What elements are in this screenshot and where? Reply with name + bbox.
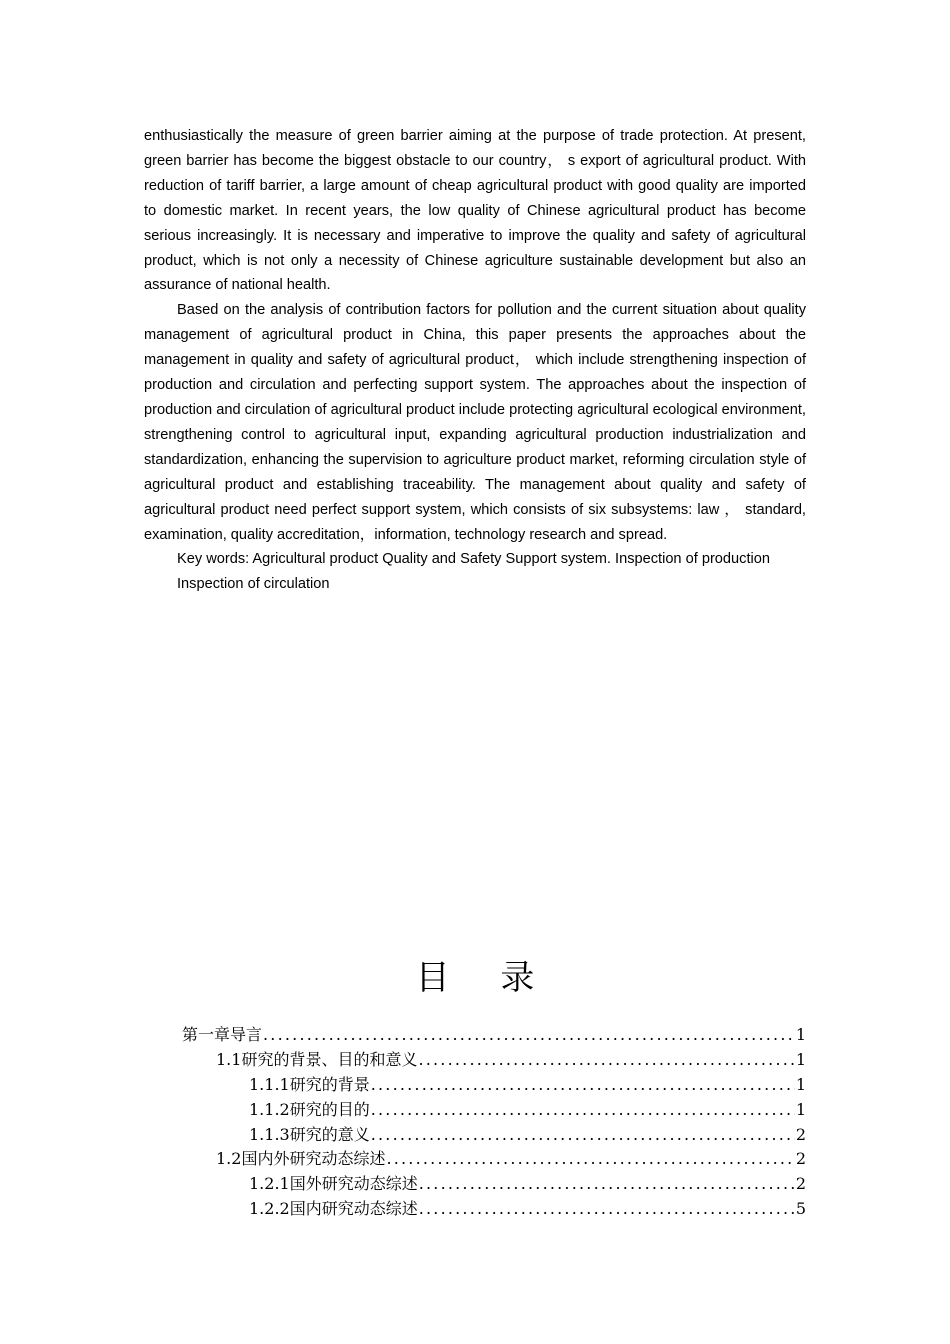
toc-dot-leader [371,1100,795,1119]
toc-entry-label: 1.2.1国外研究动态综述 [249,1174,418,1194]
toc-entry[interactable] [182,1171,806,1196]
toc-entry[interactable] [182,1196,806,1221]
toc-entry-label: 1.2.2国内研究动态综述 [249,1199,418,1219]
toc-entry-page: 2 [795,1124,806,1144]
toc-dot-leader [371,1075,795,1094]
toc-entry-label: 1.1.2研究的目的 [249,1099,370,1119]
toc-entry[interactable] [182,1072,806,1097]
toc-dot-leader [419,1174,795,1193]
toc-entry[interactable] [182,1022,806,1047]
toc-dot-leader [418,1050,794,1069]
toc-entry-label: 1.1.1研究的背景 [249,1074,370,1094]
toc-entry-page: 1 [795,1099,806,1119]
toc-dot-leader [386,1149,794,1168]
abstract-paragraph: Based on the analysis of contribution factors for pollution and the current situation about quality management of agricultural product in China, this paper presents the approaches about the management in quality and safety of agricultural product， which include strengthening inspection of production and circulation and perfecting support system. The approaches about the inspection of production and circulation of agricultural product include protecting agricultural ecological environment, strengthening control to agricultural input, expanding agricultural production industrialization and standardization, enhancing the supervision to agriculture product market, reforming circulation style of agricultural product and establishing traceability. The management about quality and safety of agricultural product need perfect support system, which consists of six subsystems: law ， standard, examination, quality accreditation，information, technology research and spread. [144,302,806,543]
toc-entry-page: 2 [795,1149,806,1169]
toc-entry-label: 1.1.3研究的意义 [249,1124,370,1144]
toc-entry-page: 1 [795,1074,806,1094]
toc-entry-page: 1 [795,1049,806,1069]
toc-entry-label: 第一章导言 [182,1025,263,1044]
toc-entry-page: 2 [795,1174,806,1194]
toc-entry[interactable] [182,1097,806,1122]
toc-entry[interactable] [182,1122,806,1147]
toc-entry[interactable] [182,1047,806,1072]
toc-entry-page: 1 [795,1025,806,1044]
toc-entry-label: 1.1研究的背景、目的和意义 [216,1049,418,1069]
keywords-line: Key words: Agricultural product Quality and Safety Support system. Inspection of production Inspection of circulation [177,551,770,593]
toc-title: 目 录 [415,958,555,998]
abstract-paragraph: enthusiastically the measure of green barrier aiming at the purpose of trade protection. At present, green barrier has become the biggest obstacle to our country， s export of agricultural product. With reduction of tariff barrier, a large amount of cheap agricultural product with good quality are imported to domestic market. In recent years, the low quality of Chinese agricultural product has become serious increasingly. It is necessary and imperative to improve the quality and safety of agricultural product, which is not only a necessity of Chinese agriculture sustainable development but also an assurance of national health. [144,128,806,294]
toc-entry-label: 1.2国内外研究动态综述 [216,1149,386,1169]
toc-entry-page: 5 [795,1199,806,1219]
toc-dot-leader [419,1199,795,1218]
toc-dot-leader [263,1025,795,1044]
toc-entry[interactable] [182,1146,806,1171]
abstract-section [144,124,806,597]
table-of-contents [182,1022,806,1221]
toc-dot-leader [371,1125,795,1144]
